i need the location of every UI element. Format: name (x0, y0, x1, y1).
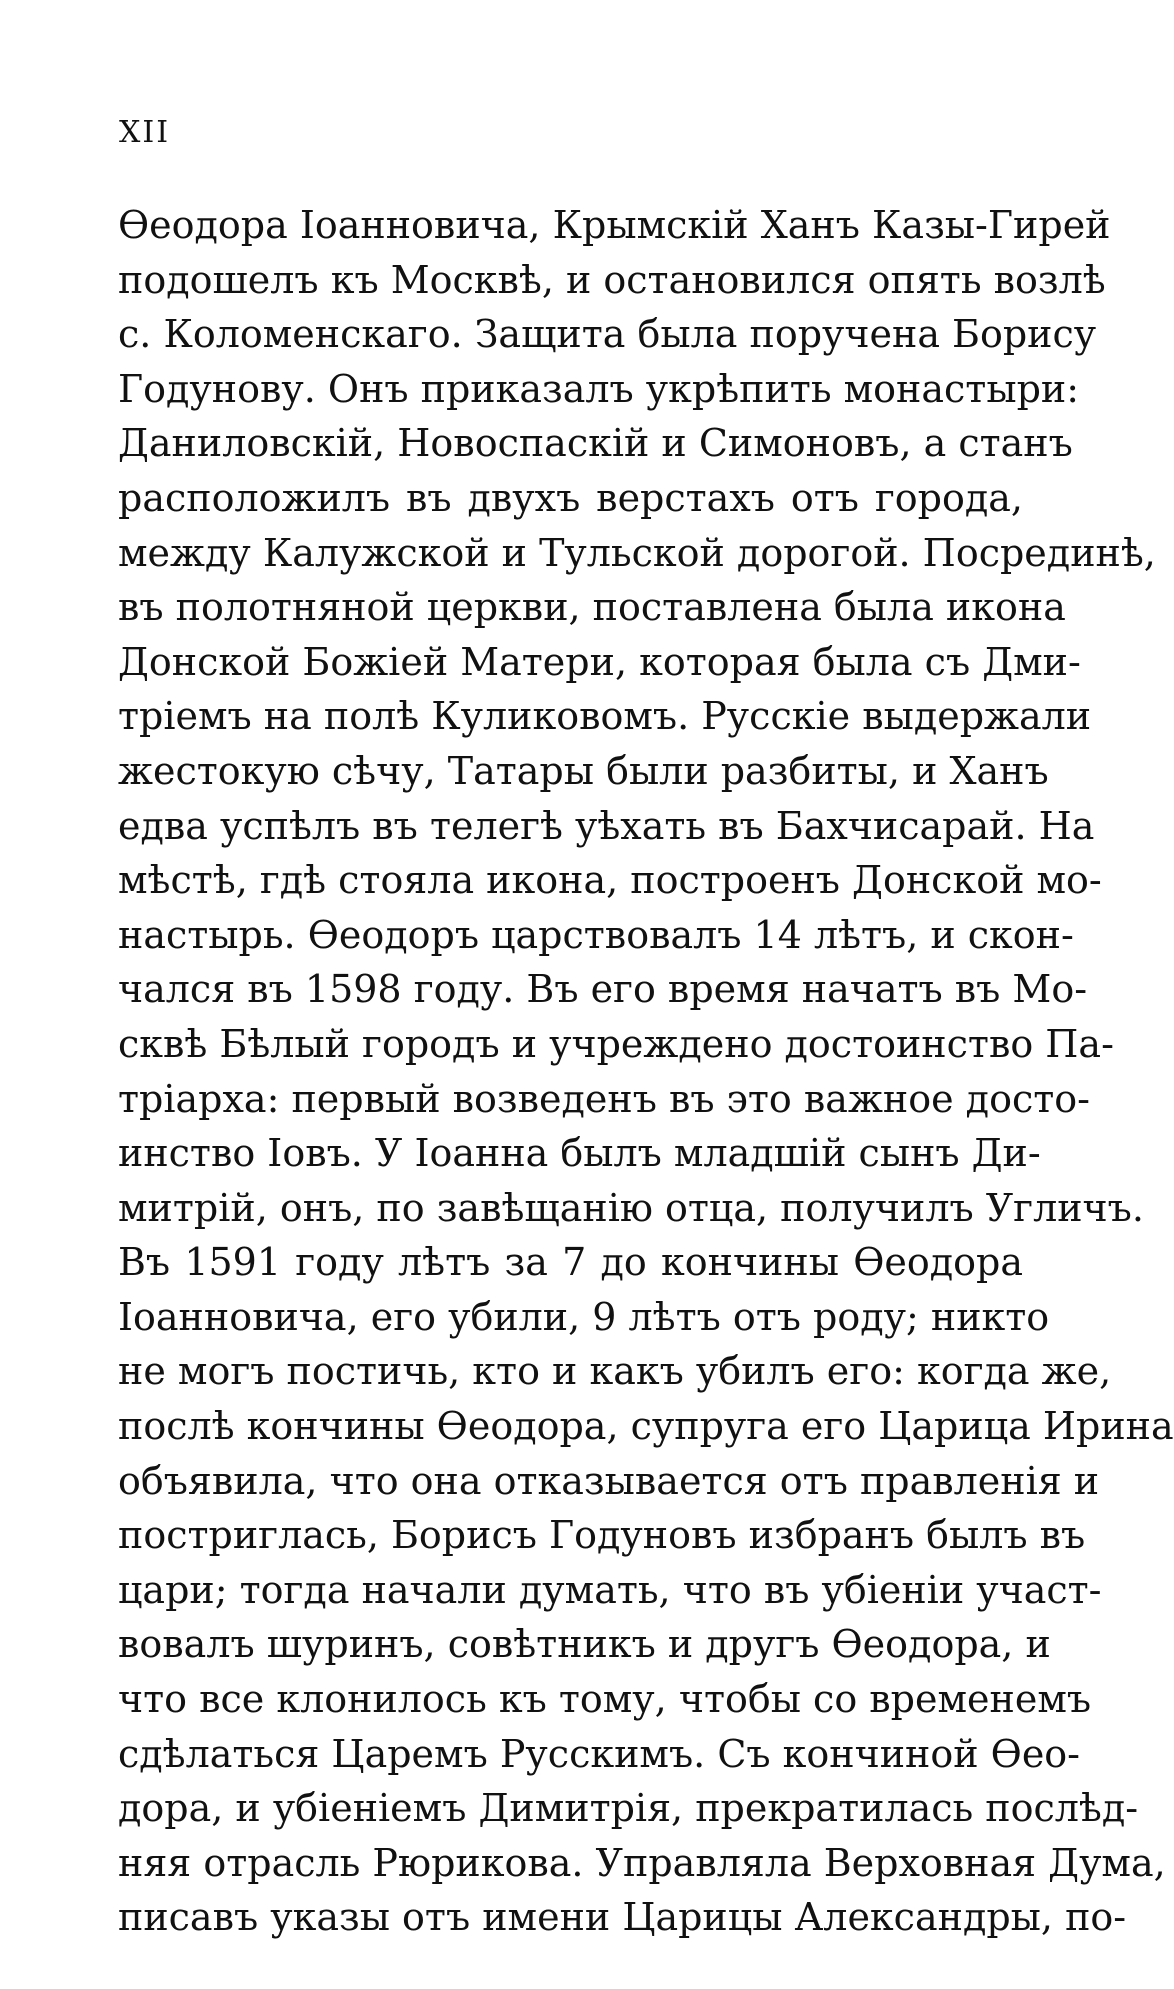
text-line: с. Коломенскаго. Защита была поручена Борису (118, 312, 1097, 357)
text-line: въ полотняной церкви, поставлена была икона (118, 585, 1066, 630)
text-line: инство Іовъ. У Іоанна былъ младшій сынъ Ди- (118, 1131, 1041, 1176)
text-line: дора, и убіеніемъ Димитрія, прекратилась послѣд- (118, 1786, 1139, 1831)
text-line: что все клонилось къ тому, чтобы со временемъ (118, 1677, 1092, 1722)
text-line: Даниловскій, Новоспаскій и Симоновъ, а станъ (118, 421, 1073, 466)
text-line: писавъ указы отъ имени Царицы Александры, по- (118, 1895, 1127, 1940)
page-number: XII (119, 115, 171, 150)
text-line: сквѣ Бѣлый городъ и учреждено достоинство Па- (118, 1021, 1114, 1066)
text-line: расположилъ въ двухъ верстахъ отъ города, (118, 475, 1023, 520)
text-line: настырь. Ѳеодоръ царствовалъ 14 лѣтъ, и скон- (118, 912, 1074, 957)
text-line: постриглась, Борисъ Годуновъ избранъ былъ въ (118, 1513, 1086, 1558)
body-text (118, 198, 1174, 1945)
text-line: объявила, что она отказывается отъ правленія и (118, 1458, 1100, 1503)
text-line: тріемъ на полѣ Куликовомъ. Русскіе выдержали (118, 694, 1092, 739)
text-line: не могъ постичь, кто и какъ убилъ его: когда же, (118, 1349, 1112, 1394)
text-line: едва успѣлъ въ телегѣ уѣхать въ Бахчисарай. На (118, 803, 1095, 848)
text-line: няя отрасль Рюрикова. Управляла Верховная Дума, (118, 1840, 1166, 1885)
text-line: Донской Божіей Матери, которая была съ Дми- (118, 639, 1081, 684)
text-line: цари; тогда начали думать, что въ убіеніи участ- (118, 1567, 1102, 1612)
text-line: мѣстѣ, гдѣ стояла икона, построенъ Донской мо- (118, 858, 1102, 903)
text-line: между Калужской и Тульской дорогой. Посрединѣ, (118, 530, 1156, 575)
text-line: Годунову. Онъ приказалъ укрѣпить монастыри: (118, 366, 1080, 411)
text-line: чался въ 1598 году. Въ его время начатъ въ Мо- (118, 967, 1088, 1012)
text-line: Ѳеодора Іоанновича, Крымскій Ханъ Казы-Гирей (118, 203, 1111, 247)
text-line: тріарха: первый возведенъ въ это важное досто- (118, 1076, 1090, 1121)
text-line: Въ 1591 году лѣтъ за 7 до кончины Ѳеодора (118, 1240, 1023, 1285)
text-line: митрій, онъ, по завѣщанію отца, получилъ Угличъ. (118, 1185, 1144, 1230)
text-line: подошелъ къ Москвѣ, и остановился опять возлѣ (118, 257, 1106, 302)
text-line: Іоанновича, его убили, 9 лѣтъ отъ роду; никто (118, 1294, 1050, 1339)
text-line: вовалъ шуринъ, совѣтникъ и другъ Ѳеодора, и (118, 1622, 1051, 1667)
text-line: сдѣлаться Царемъ Русскимъ. Съ кончиной Ѳео- (118, 1731, 1081, 1776)
text-line: жестокую сѣчу, Татары были разбиты, и Ханъ (118, 748, 1049, 793)
text-line: послѣ кончины Ѳеодора, супруга его Царица Ирина (118, 1404, 1174, 1449)
